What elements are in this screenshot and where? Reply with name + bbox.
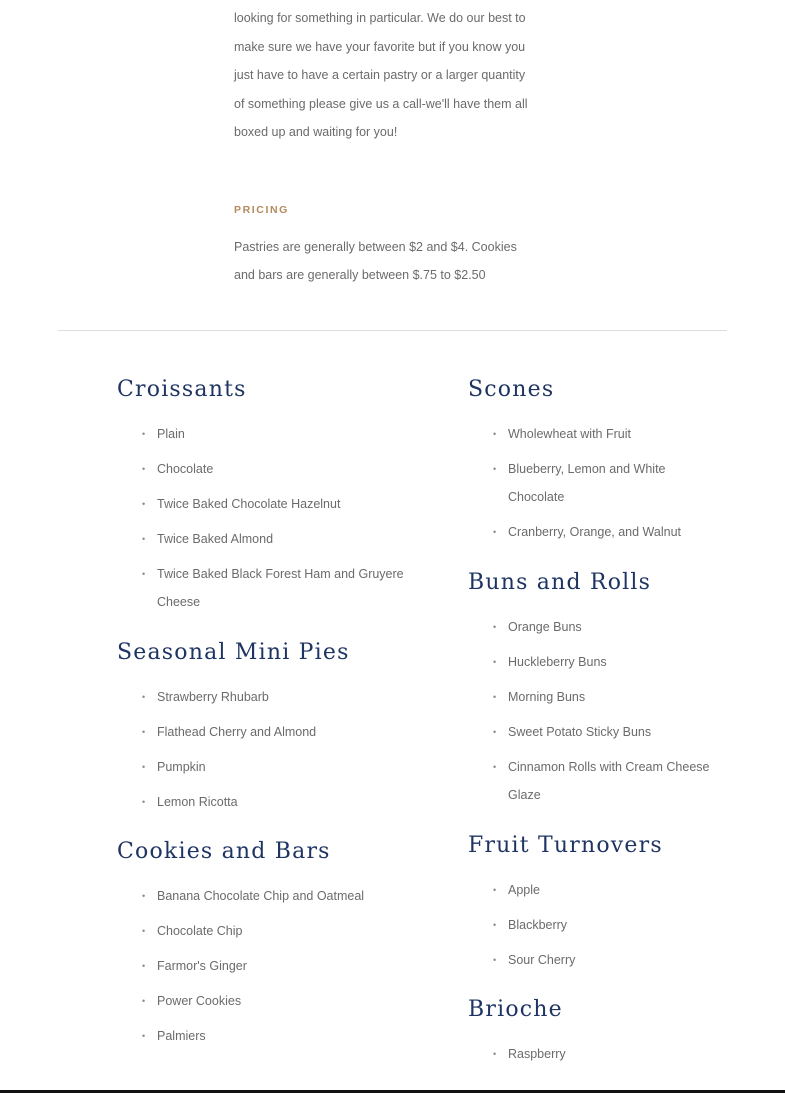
- list-item: • Cinnamon Rolls with Cream Cheese Glaze: [508, 753, 728, 810]
- menu-section-croissants: [117, 370, 427, 617]
- menu-left-column: [117, 370, 427, 1067]
- list-item: • Chocolate: [157, 455, 427, 483]
- list-item: • Strawberry Rhubarb: [157, 683, 427, 711]
- intro-line: make sure we have your favorite but if you know you: [234, 39, 526, 54]
- list-item: • Cranberry, Orange, and Walnut: [508, 518, 758, 546]
- list-item: • Flathead Cherry and Almond: [157, 718, 427, 746]
- list-item: • Twice Baked Almond: [157, 525, 427, 553]
- list-item: • Morning Buns: [508, 683, 758, 711]
- list-item: • Lemon Ricotta: [157, 788, 427, 816]
- menu-right-column: [468, 370, 758, 1084]
- item-list: [468, 613, 758, 810]
- item-list: [468, 420, 758, 547]
- pricing-line: Pastries are generally between $2 and $4. Cookies: [234, 240, 517, 254]
- list-item: • Banana Chocolate Chip and Oatmeal: [157, 882, 427, 910]
- list-item: • Pumpkin: [157, 753, 427, 781]
- intro-line: just have to have a certain pastry or a larger quantity: [234, 68, 526, 83]
- intro-text: [234, 4, 554, 147]
- list-item: • Raspberry: [508, 1040, 758, 1068]
- list-item: • Huckleberry Buns: [508, 648, 758, 676]
- list-item: • Apple: [508, 876, 758, 904]
- item-list: [468, 1040, 758, 1068]
- section-divider: [58, 330, 727, 331]
- item-list: [117, 882, 427, 1050]
- list-item: • Sour Cherry: [508, 946, 758, 974]
- list-item: • Blackberry: [508, 911, 758, 939]
- list-item: • Palmiers: [157, 1022, 427, 1050]
- item-list: [468, 876, 758, 974]
- section-title: Brioche: [468, 997, 563, 1023]
- section-title: Seasonal Mini Pies: [117, 639, 350, 665]
- intro-line: boxed up and waiting for you!: [234, 125, 398, 140]
- list-item: • Orange Buns: [508, 613, 758, 641]
- pricing-text: [234, 233, 554, 290]
- section-title: Fruit Turnovers: [468, 832, 663, 858]
- list-item: • Farmor's Ginger: [157, 952, 427, 980]
- list-item: • Blueberry, Lemon and White Chocolate: [508, 455, 698, 512]
- section-title: Cookies and Bars: [117, 839, 331, 865]
- section-title: Buns and Rolls: [468, 569, 652, 595]
- intro-line: of something please give us a call-we'll have them all: [234, 96, 528, 111]
- menu-section-seasonal-mini-pies: [117, 633, 427, 816]
- menu-section-fruit-turnovers: [468, 826, 758, 974]
- menu-section-cookies-and-bars: [117, 832, 427, 1050]
- menu-section-brioche: [468, 990, 758, 1068]
- list-item: • Chocolate Chip: [157, 917, 427, 945]
- list-item: • Power Cookies: [157, 987, 427, 1015]
- item-list: [117, 683, 427, 816]
- pricing-line: and bars are generally between $.75 to $2.50: [234, 268, 486, 283]
- list-item: • Twice Baked Chocolate Hazelnut: [157, 490, 427, 518]
- list-item: • Twice Baked Black Forest Ham and Gruyere Cheese: [157, 560, 427, 617]
- list-item: • Plain: [157, 420, 427, 448]
- list-item: • Sweet Potato Sticky Buns: [508, 718, 758, 746]
- menu-section-buns-and-rolls: [468, 563, 758, 810]
- section-title: Scones: [468, 377, 555, 402]
- item-list: [117, 420, 427, 617]
- pricing-heading: PRICING: [234, 204, 289, 216]
- section-title: Croissants: [117, 377, 247, 402]
- intro-line: looking for something in particular. We do our best to: [234, 11, 526, 25]
- list-item: • Wholewheat with Fruit: [508, 420, 758, 448]
- menu-section-scones: [468, 370, 758, 547]
